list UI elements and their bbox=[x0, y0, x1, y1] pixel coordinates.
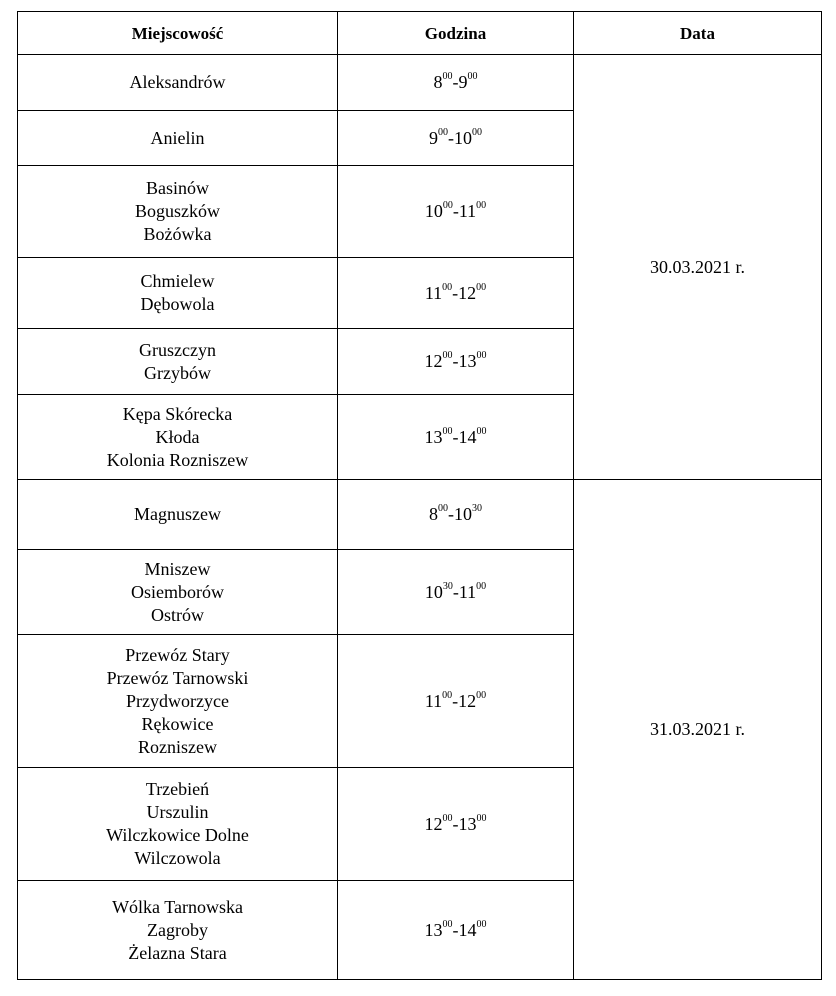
start-hour: 12 bbox=[424, 813, 443, 834]
place-name: Żelazna Stara bbox=[128, 942, 227, 963]
place-name: Bożówka bbox=[143, 224, 212, 244]
end-hour: 14 bbox=[458, 919, 477, 940]
table-body bbox=[18, 55, 822, 980]
end-minutes: 00 bbox=[476, 689, 487, 701]
place-cell bbox=[18, 395, 338, 480]
place-cell bbox=[18, 55, 338, 111]
place-name: Przewóz Tarnowski bbox=[106, 667, 249, 688]
time-cell bbox=[338, 881, 574, 980]
place-cell bbox=[18, 881, 338, 980]
place-name: Dębowola bbox=[140, 294, 215, 314]
time-separator: - bbox=[452, 201, 459, 221]
time-cell bbox=[338, 480, 574, 550]
time-separator: - bbox=[452, 282, 459, 303]
end-minutes: 30 bbox=[472, 503, 482, 514]
place-cell bbox=[18, 166, 338, 258]
end-hour: 11 bbox=[458, 201, 477, 221]
start-hour: 10 bbox=[424, 581, 443, 602]
start-hour: 11 bbox=[424, 282, 443, 303]
place-name: Urszulin bbox=[146, 802, 209, 822]
start-minutes: 00 bbox=[442, 812, 453, 824]
start-minutes: 30 bbox=[442, 580, 453, 592]
place-name: Mniszew bbox=[144, 558, 211, 579]
place-cell bbox=[18, 550, 338, 635]
time-cell bbox=[338, 258, 574, 329]
place-name: Przewóz Stary bbox=[125, 644, 230, 665]
end-minutes: 00 bbox=[476, 350, 487, 361]
time-separator: - bbox=[452, 919, 459, 940]
header-place: Miejscowość bbox=[18, 12, 338, 55]
place-name: Trzebień bbox=[145, 779, 210, 799]
place-name: Gruszczyn bbox=[139, 339, 216, 360]
place-name: Chmielew bbox=[140, 271, 215, 291]
start-hour: 8 bbox=[429, 504, 438, 524]
place-name: Kolonia Rozniszew bbox=[106, 449, 249, 470]
end-minutes: 00 bbox=[476, 281, 487, 293]
time-cell bbox=[338, 635, 574, 768]
end-minutes: 00 bbox=[472, 126, 482, 138]
date-cell: 31.03.2021 r. bbox=[574, 480, 822, 980]
end-minutes: 00 bbox=[467, 71, 478, 82]
table-row bbox=[18, 480, 822, 550]
place-name: Wólka Tarnowska bbox=[112, 896, 243, 917]
end-hour: 14 bbox=[458, 426, 477, 447]
place-name: Anielin bbox=[150, 127, 205, 148]
start-hour: 8 bbox=[433, 72, 443, 92]
place-name: Wilczowola bbox=[134, 848, 221, 868]
place-cell bbox=[18, 768, 338, 881]
header-time: Godzina bbox=[338, 12, 574, 55]
start-minutes: 00 bbox=[438, 126, 448, 138]
time-separator: - bbox=[448, 504, 454, 524]
time-cell bbox=[338, 550, 574, 635]
start-minutes: 00 bbox=[442, 350, 453, 361]
place-cell bbox=[18, 111, 338, 166]
time-separator: - bbox=[452, 72, 459, 92]
time-separator: - bbox=[452, 581, 459, 602]
place-name: Rozniszew bbox=[138, 736, 217, 757]
end-minutes: 00 bbox=[476, 812, 487, 824]
time-cell bbox=[338, 395, 574, 480]
place-cell bbox=[18, 480, 338, 550]
time-separator: - bbox=[452, 690, 459, 711]
end-hour: 10 bbox=[454, 504, 472, 524]
time-cell bbox=[338, 166, 574, 258]
place-name: Aleksandrów bbox=[129, 72, 226, 92]
time-cell bbox=[338, 55, 574, 111]
place-name: Rękowice bbox=[141, 713, 214, 734]
place-name: Grzybów bbox=[144, 362, 211, 383]
place-name: Magnuszew bbox=[134, 504, 221, 524]
end-minutes: 00 bbox=[476, 918, 487, 930]
place-name: Przydworzyce bbox=[126, 690, 229, 711]
place-cell bbox=[18, 329, 338, 395]
time-separator: - bbox=[452, 351, 459, 371]
place-name: Osiemborów bbox=[131, 581, 224, 602]
header-date: Data bbox=[574, 12, 822, 55]
start-hour: 13 bbox=[424, 919, 443, 940]
end-hour: 12 bbox=[458, 690, 477, 711]
place-name: Basinów bbox=[146, 178, 209, 198]
place-name: Kępa Skórecka bbox=[122, 403, 233, 424]
end-minutes: 00 bbox=[476, 425, 487, 437]
place-name: Kłoda bbox=[155, 426, 200, 447]
table-row bbox=[18, 55, 822, 111]
start-hour: 11 bbox=[424, 690, 443, 711]
start-minutes: 00 bbox=[438, 503, 448, 514]
time-separator: - bbox=[452, 426, 459, 447]
time-separator: - bbox=[452, 813, 459, 834]
end-hour: 13 bbox=[458, 813, 477, 834]
time-separator: - bbox=[448, 127, 454, 148]
end-hour: 13 bbox=[458, 351, 477, 371]
header-row bbox=[18, 12, 822, 55]
date-cell: 30.03.2021 r. bbox=[574, 55, 822, 480]
end-hour: 11 bbox=[458, 581, 477, 602]
start-minutes: 00 bbox=[442, 918, 453, 930]
table-header bbox=[18, 12, 822, 55]
place-cell bbox=[18, 635, 338, 768]
time-cell bbox=[338, 111, 574, 166]
start-minutes: 00 bbox=[442, 425, 453, 437]
end-minutes: 00 bbox=[476, 200, 487, 211]
start-hour: 9 bbox=[429, 127, 438, 148]
start-hour: 12 bbox=[424, 351, 443, 371]
start-minutes: 00 bbox=[442, 281, 453, 293]
time-cell bbox=[338, 768, 574, 881]
place-cell bbox=[18, 258, 338, 329]
place-name: Ostrów bbox=[151, 604, 204, 625]
place-name: Wilczkowice Dolne bbox=[106, 825, 249, 845]
end-hour: 12 bbox=[458, 282, 477, 303]
place-name: Zagroby bbox=[147, 919, 208, 940]
place-name: Boguszków bbox=[135, 201, 220, 221]
schedule-table bbox=[17, 11, 822, 980]
start-hour: 13 bbox=[424, 426, 443, 447]
end-hour: 9 bbox=[458, 72, 468, 92]
start-minutes: 00 bbox=[442, 689, 453, 701]
time-cell bbox=[338, 329, 574, 395]
start-minutes: 00 bbox=[442, 200, 453, 211]
start-minutes: 00 bbox=[442, 71, 453, 82]
end-hour: 10 bbox=[454, 127, 472, 148]
start-hour: 10 bbox=[424, 201, 443, 221]
end-minutes: 00 bbox=[476, 580, 487, 592]
